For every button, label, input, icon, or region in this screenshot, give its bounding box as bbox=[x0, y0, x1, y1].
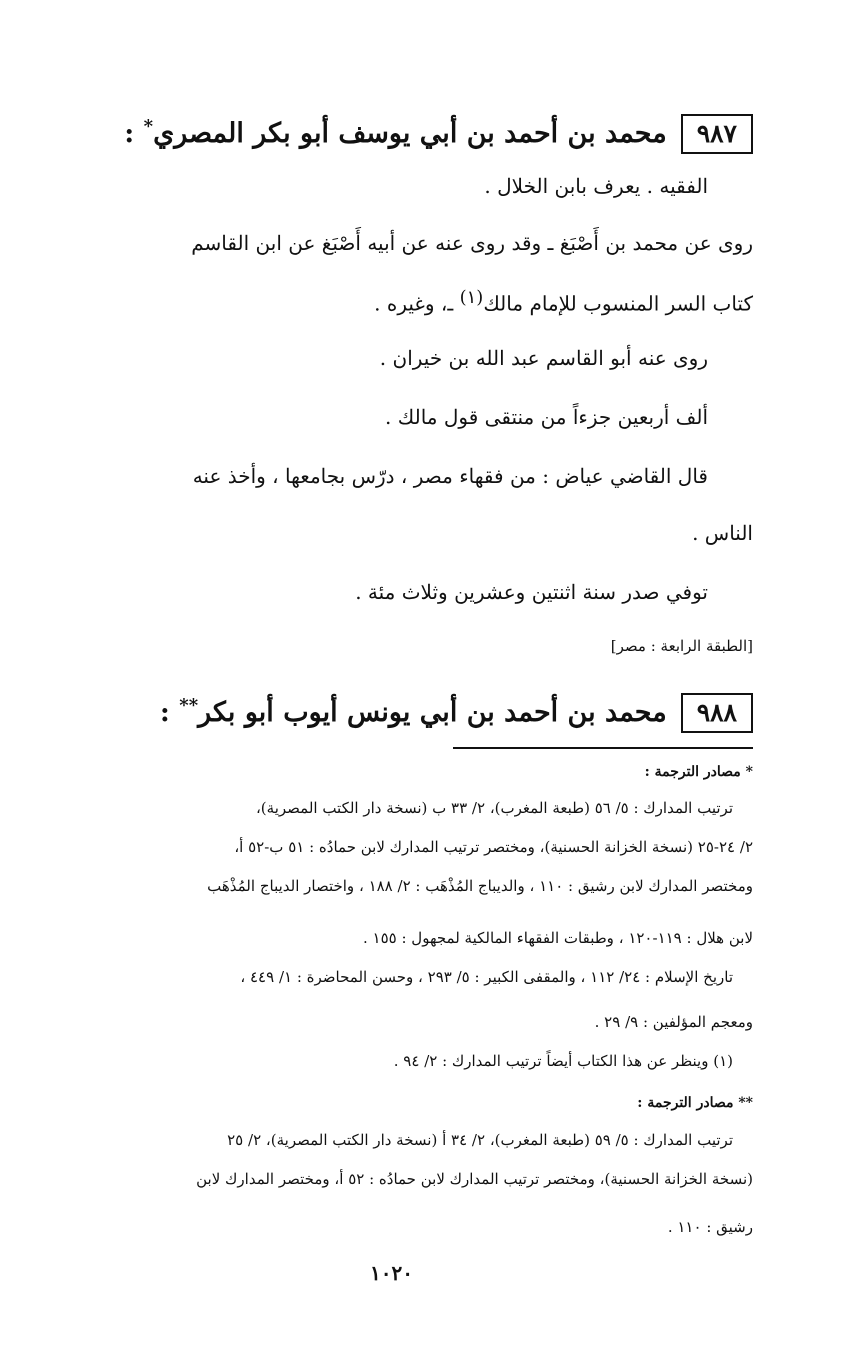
entry-987-p1: الفقيه . يعرف بابن الخلال . bbox=[484, 174, 708, 198]
entry-988-colon: : bbox=[159, 697, 170, 728]
sources-2-line: رشيق : ١١٠ . bbox=[667, 1218, 753, 1236]
entry-988-title: محمد بن أحمد بن أبي يونس أيوب أبو بكر bbox=[198, 697, 667, 728]
sources-2-heading: ** مصادر الترجمة : bbox=[637, 1095, 753, 1111]
sources-1-line: لابن هلال : ١١٩-١٢٠ ، وطبقات الفقهاء المالكية لمجهول : ١٥٥ . bbox=[362, 929, 753, 947]
entry-987-title: محمد بن أحمد بن أبي يوسف أبو بكر المصري bbox=[153, 118, 667, 149]
entry-987-heading bbox=[124, 107, 753, 154]
entry-987-number: ٩٨٧ bbox=[681, 114, 753, 154]
entry-987-p6: توفي صدر سنة اثنتين وعشرين وثلاث مئة . bbox=[355, 580, 708, 604]
sources-1-line: ٢/ ٢٤-٢٥ (نسخة الخزانة الحسنية)، ومختصر ترتيب المدارك لابن حمادُه : ٥١ ب-٥٢ أ، bbox=[234, 838, 753, 856]
page-number: ١٠٢٠ bbox=[370, 1261, 413, 1285]
entry-987-p3: روى عنه أبو القاسم عبد الله بن خيران . bbox=[379, 346, 708, 370]
sources-1-line: تاريخ الإسلام : ٢٤/ ١١٢ ، والمقفى الكبير : ٥/ ٢٩٣ ، وحسن المحاضرة : ١/ ٤٤٩ ، bbox=[240, 968, 733, 986]
entry-987-p5-line1: قال القاضي عياض : من فقهاء مصر ، درّس بجامعها ، وأخذ عنه bbox=[192, 464, 708, 488]
footnote-separator bbox=[453, 747, 753, 749]
sources-1-line: ترتيب المدارك : ٥/ ٥٦ (طبعة المغرب)، ٢/ ٣٣ ب (نسخة دار الكتب المصرية)، bbox=[255, 799, 733, 817]
entry-987-p4: ألف أربعين جزءاً من منتقى قول مالك . bbox=[385, 405, 708, 429]
entry-988-number: ٩٨٨ bbox=[681, 693, 753, 733]
footnote-1: (١) وينظر عن هذا الكتاب أيضاً ترتيب المدارك : ٢/ ٩٤ . bbox=[393, 1052, 733, 1070]
entry-988-heading bbox=[160, 686, 753, 733]
footnote-ref-1: (١) bbox=[459, 287, 484, 308]
entry-988-marker: ** bbox=[179, 695, 199, 716]
tabaqa-label: [الطبقة الرابعة : مصر] bbox=[610, 637, 753, 655]
sources-2-line: ترتيب المدارك : ٥/ ٥٩ (طبعة المغرب)، ٢/ ٣٤ أ (نسخة دار الكتب المصرية)، ٢/ ٢٥ bbox=[227, 1131, 733, 1149]
sources-1-line: ومختصر المدارك لابن رشيق : ١١٠ ، والديباج المُذْهَب : ٢/ ١٨٨ ، واختصار الديباج المُذْهَب bbox=[207, 877, 753, 895]
sources-2-line: (نسخة الخزانة الحسنية)، ومختصر ترتيب المدارك لابن حمادُه : ٥٢ أ، ومختصر المدارك لابن bbox=[196, 1170, 753, 1188]
entry-987-p5-line2: الناس . bbox=[692, 521, 753, 545]
sources-1-line: ومعجم المؤلفين : ٩/ ٢٩ . bbox=[594, 1013, 753, 1031]
entry-987-p2-line1: روى عن محمد بن أَصْبَغ ـ وقد روى عنه عن أبيه أَصْبَغ عن ابن القاسم bbox=[191, 231, 753, 255]
entry-987-p2-text: كتاب السر المنسوب للإمام مالك bbox=[483, 291, 753, 316]
entry-987-p2-end: ـ، وغيره . bbox=[374, 291, 454, 316]
entry-987-p2-line2 bbox=[374, 282, 753, 320]
sources-1-heading: * مصادر الترجمة : bbox=[644, 764, 753, 780]
entry-987-marker: * bbox=[143, 116, 154, 137]
entry-987-colon: : bbox=[124, 118, 135, 149]
